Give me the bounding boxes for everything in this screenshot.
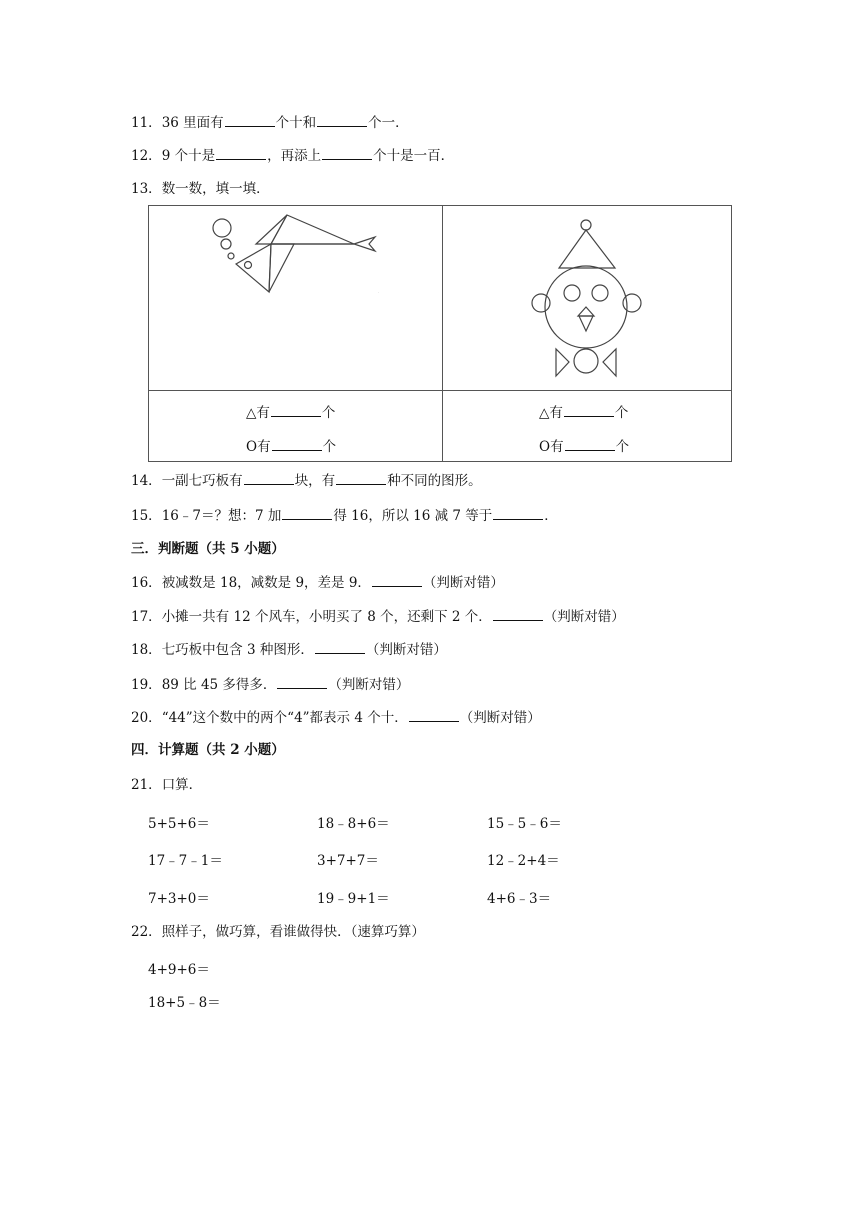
head-triangle — [236, 244, 271, 292]
question-number: 12． — [131, 148, 162, 164]
count-line — [246, 401, 335, 421]
question-21 — [131, 776, 202, 794]
question-text: 被减数是 18，减数是 9，差是 9． — [161, 575, 371, 591]
calc-item: 4+6﹣3＝ — [487, 891, 552, 907]
calc-item: 3+7+7＝ — [317, 853, 379, 869]
question-18 — [131, 640, 447, 659]
question-number: 16． — [131, 575, 162, 591]
ear-circle — [532, 294, 550, 312]
question-number: 17． — [131, 609, 162, 625]
question-text: 得 16，所以 16 减 7 等于 — [333, 508, 493, 524]
body-triangle — [269, 244, 294, 292]
question-text: 照样子，做巧算，看谁做得快．（速算巧算） — [161, 924, 425, 940]
question-number: 21． — [131, 777, 162, 793]
hat-triangle — [559, 230, 615, 268]
count-line — [246, 435, 336, 455]
question-text: ． — [544, 508, 558, 524]
question-hint: （判断对错） — [543, 609, 625, 625]
bow-triangle — [556, 349, 569, 376]
svg-text:.: . — [378, 289, 380, 294]
question-22 — [131, 923, 425, 941]
figure-table — [148, 205, 732, 462]
count-unit: 个 — [615, 439, 630, 455]
question-12 — [131, 146, 454, 165]
question-text: ，再添上 — [267, 148, 322, 164]
question-11 — [131, 113, 409, 132]
answer-blank[interactable] — [565, 437, 615, 451]
count-line — [539, 401, 628, 421]
bow-triangle — [603, 349, 616, 376]
table-divider — [149, 390, 731, 391]
question-hint: （判断对错） — [365, 642, 447, 658]
nose-triangle — [578, 307, 594, 316]
bow-circle — [574, 349, 598, 373]
answer-blank[interactable] — [322, 146, 372, 160]
hat-top-circle — [581, 220, 591, 230]
question-text: 口算． — [161, 777, 203, 793]
answer-blank[interactable] — [225, 113, 275, 127]
question-text: 个一． — [368, 115, 409, 131]
question-number: 15． — [131, 508, 162, 524]
question-text: 个十是一百． — [373, 148, 455, 164]
count-line — [539, 435, 629, 455]
calc-item: 5+5+6＝ — [148, 816, 210, 832]
question-17 — [131, 607, 625, 626]
question-text: 七巧板中包含 3 种图形． — [161, 642, 314, 658]
answer-blank[interactable] — [271, 403, 321, 417]
answer-blank[interactable] — [564, 403, 614, 417]
question-text: 16﹣7＝？想：7 加 — [161, 508, 282, 524]
answer-blank[interactable] — [216, 146, 266, 160]
calc-item: 7+3+0＝ — [148, 891, 210, 907]
question-14 — [131, 471, 482, 490]
count-label: O有 — [246, 439, 271, 455]
question-text: 89 比 45 多得多． — [161, 677, 277, 693]
question-text: 小摊一共有 12 个风车，小明买了 8 个，还剩下 2 个． — [161, 609, 492, 625]
question-text: 9 个十是 — [161, 148, 216, 164]
question-number: 18． — [131, 642, 162, 658]
fish-figure — [149, 206, 443, 390]
answer-blank[interactable] — [409, 708, 459, 722]
clown-figure — [443, 206, 733, 390]
calc-item: 12﹣2+4＝ — [487, 853, 560, 869]
count-label: △有 — [539, 405, 563, 421]
calc-item: 17﹣7﹣1＝ — [148, 853, 223, 869]
calc-item: 15﹣5﹣6＝ — [487, 816, 562, 832]
question-number: 14． — [131, 473, 162, 489]
tail-triangle — [354, 237, 375, 251]
question-text: 一副七巧板有 — [161, 473, 243, 489]
section-heading: 四．计算题（共 2 小题） — [131, 742, 285, 758]
question-number: 20． — [131, 710, 162, 726]
question-text: 36 里面有 — [161, 115, 224, 131]
count-label: O有 — [539, 439, 564, 455]
answer-blank[interactable] — [272, 437, 322, 451]
question-19 — [131, 675, 409, 694]
calc-item: 18+5﹣8＝ — [148, 995, 221, 1011]
answer-blank[interactable] — [493, 607, 543, 621]
bubble-circle — [213, 219, 231, 237]
question-hint: （判断对错） — [328, 677, 410, 693]
question-text: 数一数，填一填． — [161, 181, 270, 197]
question-15 — [131, 506, 558, 525]
question-13 — [131, 180, 270, 198]
question-number: 13． — [131, 181, 162, 197]
answer-blank[interactable] — [372, 573, 422, 587]
answer-blank[interactable] — [244, 471, 294, 485]
count-unit: 个 — [322, 439, 337, 455]
count-label: △有 — [246, 405, 270, 421]
bubble-circle — [228, 253, 234, 259]
nose-triangle — [579, 316, 593, 331]
answer-blank[interactable] — [282, 506, 332, 520]
calc-item: 4+9+6＝ — [148, 962, 210, 978]
question-number: 11． — [131, 115, 162, 131]
section-heading: 三．判断题（共 5 小题） — [131, 541, 285, 557]
answer-blank[interactable] — [317, 113, 367, 127]
question-text: 种不同的图形。 — [387, 473, 482, 489]
question-text: 个十和 — [275, 115, 317, 131]
question-text: “44”这个数中的两个“4”都表示 4 个十． — [161, 710, 408, 726]
question-hint: （判断对错） — [459, 710, 541, 726]
fin-triangle — [256, 215, 287, 244]
eye-circle — [564, 285, 580, 301]
answer-blank[interactable] — [315, 640, 365, 654]
ear-circle — [623, 294, 641, 312]
answer-blank[interactable] — [336, 471, 386, 485]
count-unit: 个 — [321, 405, 336, 421]
eye-circle — [592, 285, 608, 301]
question-20 — [131, 708, 541, 727]
calc-item: 18﹣8+6＝ — [317, 816, 390, 832]
count-unit: 个 — [614, 405, 629, 421]
fin-triangle — [271, 215, 354, 244]
calc-item: 19﹣9+1＝ — [317, 891, 390, 907]
answer-blank[interactable] — [277, 675, 327, 689]
answer-blank[interactable] — [493, 506, 543, 520]
question-16 — [131, 573, 504, 592]
bubble-circle — [221, 239, 231, 249]
question-text: 块，有 — [294, 473, 336, 489]
question-number: 19． — [131, 677, 162, 693]
eye-circle — [245, 262, 252, 269]
question-hint: （判断对错） — [422, 575, 504, 591]
question-number: 22． — [131, 924, 162, 940]
